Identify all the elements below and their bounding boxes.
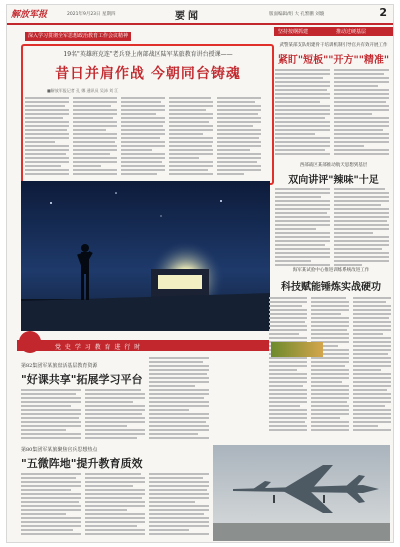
issue-date: 2021年9月23日 星期四 [67, 12, 116, 17]
story1-subtitle: 武警某部支队组建骨干培训机制引导官兵有效开展工作 [279, 43, 388, 48]
story5-title[interactable]: "五微阵地"提升教育质效 [21, 457, 143, 470]
inset-banner-image [271, 342, 323, 357]
story5-text [21, 473, 81, 537]
story4-text [85, 389, 145, 441]
page-header [7, 5, 393, 25]
section-bar [17, 340, 269, 351]
editors-line: 版面编辑/组 大 孔繁鹏 刘璇 [269, 12, 325, 17]
story3-text [269, 297, 307, 433]
section-bar-label: 党 史 学 习 教 育 进 行 时 [55, 344, 142, 351]
kicker-label: 深入学习贯彻全军思想政治教育工作会议精神 [25, 32, 131, 41]
section-title: 要闻 [175, 11, 201, 22]
story3-title[interactable]: 科技赋能锤炼实战硬功 [281, 282, 381, 293]
story1-text [334, 69, 389, 157]
page-number: 2 [379, 6, 387, 19]
story2-title[interactable]: 双向讲评"辣味"十足 [288, 175, 379, 186]
story3-text [311, 297, 349, 433]
article-text-column [25, 97, 69, 177]
story5-text [85, 473, 145, 537]
newspaper-page [7, 5, 393, 542]
main-article-byline: ■解放军报记者 孔 娜 通讯员 吴沛 刘 江 [47, 88, 119, 93]
story5-text [149, 473, 209, 537]
night-training-photo [21, 181, 270, 331]
story3-text [353, 297, 391, 433]
tag-left: 坚持按纲抓建 [278, 29, 309, 35]
story4-title[interactable]: "好课共享"拓展学习平台 [21, 373, 143, 386]
story4-text [149, 357, 209, 441]
article-text-column [217, 97, 261, 177]
story3-subtitle: 海军某试验中心推进训练系统改进工作 [292, 268, 370, 273]
story2-text [275, 188, 330, 268]
story4-subtitle: 第82集团军某旅盘活基层教育资源 [21, 363, 98, 369]
main-article-title[interactable]: 昔日并肩作战 今朝同台铸魂 [55, 66, 241, 82]
article-text-column [73, 97, 117, 177]
fighter-jet-photo [213, 445, 390, 541]
masthead: 解放军报 [11, 10, 48, 20]
story2-text [334, 188, 389, 268]
article-text-column [121, 97, 165, 177]
article-text-column [169, 97, 213, 177]
main-article-subtitle[interactable]: 19名"英雄班克连"老兵登上南部战区陆军某旅教育讲台授课—— [63, 51, 233, 58]
story5-subtitle: 第80集团军某旅聚焦官兵思想热点 [21, 447, 98, 453]
story1-text [275, 69, 330, 157]
story1-title[interactable]: 紧盯"短板""开方""精准" [277, 55, 390, 66]
tag-right: 推动过硬基层 [336, 29, 367, 35]
story2-subtitle: 西部战区某部推动航天思想到基层 [299, 163, 368, 168]
column-header-tag [274, 27, 393, 36]
story4-text [21, 389, 81, 441]
